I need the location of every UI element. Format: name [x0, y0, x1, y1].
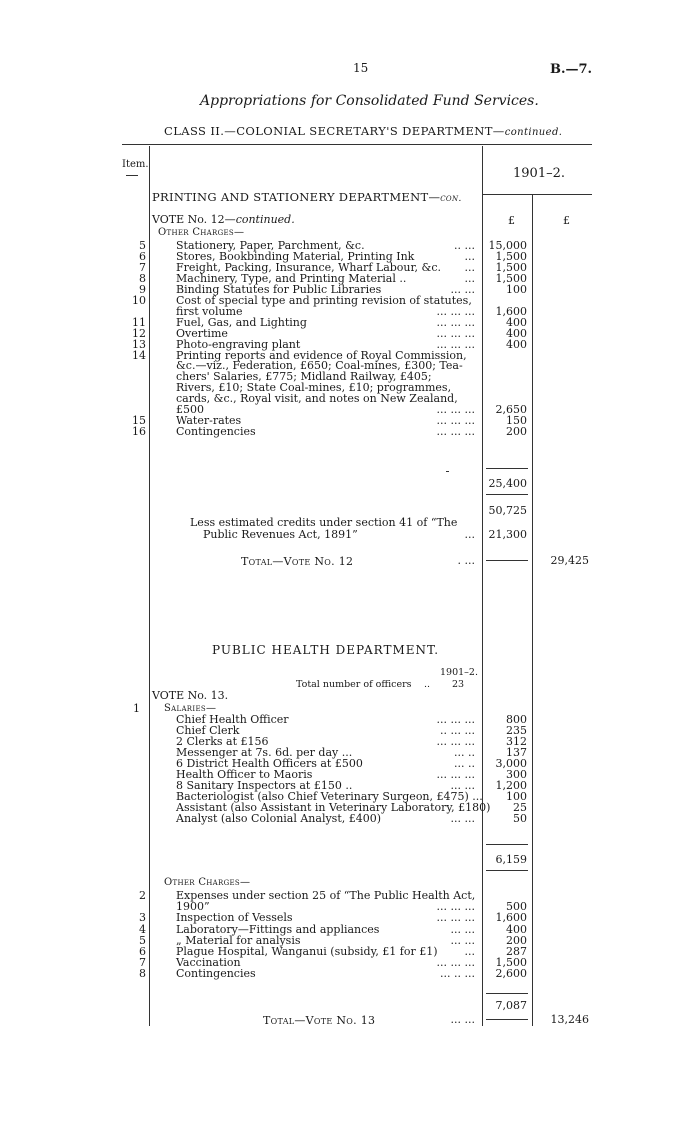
item-number: 7: [139, 956, 146, 970]
item-number: 5: [139, 933, 146, 947]
item-description: 8 Sanitary Inspectors at £150 ..: [176, 778, 353, 792]
leader-dots: ... ... ...: [436, 403, 475, 417]
item-amount: 15,000: [488, 239, 527, 252]
item-description: Analyst (also Colonial Analyst, £400): [176, 811, 382, 825]
leader-dots: ... ...: [450, 811, 475, 825]
leader-dots: ... ...: [450, 778, 475, 792]
leader-dots: ...: [464, 271, 475, 285]
item-number: 15: [132, 414, 146, 428]
item-amount: 1,500: [495, 956, 527, 970]
item-description: Chief Clerk: [176, 723, 240, 737]
item-amount: 100: [506, 789, 527, 803]
leader-dots: ...: [464, 249, 475, 263]
class-heading-continued: continued.: [504, 127, 563, 138]
item-number: 7: [139, 260, 146, 274]
leader-dots: ...: [464, 260, 475, 274]
item-description: Expenses under section 25 of “The Public Health Act,: [176, 889, 476, 902]
item-amount: 2,600: [495, 967, 527, 981]
officers-count: 23: [452, 679, 465, 690]
leader-dots: ...: [464, 945, 475, 958]
item-description: Assistant (also Assistant in Veterinary Laboratory, £180): [176, 800, 491, 814]
item-description: Cost of special type and printing revision of statutes,: [176, 293, 472, 307]
vote-12-total-amount: 29,425: [550, 554, 589, 567]
leader-dots: ... ... ...: [436, 734, 475, 748]
vote-13-total-rule: [486, 1019, 528, 1020]
item-description: 1900”: [176, 900, 210, 914]
leader-dots: ... ... ...: [436, 956, 475, 970]
vote-13-heading: VOTE No. 13.: [152, 689, 229, 702]
printing-subtotal: 25,400: [488, 477, 527, 490]
leader-dots: ... ... ...: [436, 767, 475, 781]
item-description: chers' Salaries, £775; Midland Railway, £405;: [176, 370, 432, 384]
less-credits-dots: ...: [464, 528, 475, 541]
vote-12-total-rule: [486, 560, 528, 561]
item-description: Stores, Bookbinding Material, Printing Ink: [176, 249, 415, 263]
health-other-charges-heading: Other Charges—: [164, 877, 251, 888]
item-description: Fuel, Gas, and Lighting: [176, 315, 307, 329]
item-amount: 400: [506, 337, 527, 351]
pound-sign-col2: £: [563, 214, 570, 227]
item-number: 6: [139, 249, 146, 263]
item-description: Bacteriologist (also Chief Veterinary Surgeon, £475) ...: [176, 789, 483, 803]
officers-dots: ..: [424, 679, 431, 690]
pound-sign-col1: £: [508, 214, 515, 227]
year-column-header: 1901–2.: [513, 166, 565, 181]
item-amount: 3,000: [495, 756, 527, 770]
document-reference: B.—7.: [550, 62, 593, 77]
item-description: Binding Statutes for Public Libraries: [176, 282, 382, 296]
item-amount: 50: [513, 811, 527, 825]
item-description: Machinery, Type, and Printing Material ..: [176, 271, 407, 285]
vote-13-total-dots: ... ...: [450, 1013, 475, 1026]
item-column-divider: [149, 146, 150, 1026]
item-number: 16: [132, 425, 146, 439]
item-amount: 400: [506, 326, 527, 340]
item-description: cards, &c., Royal visit, and notes on New Zealand,: [176, 392, 458, 406]
class-heading-text: CLASS II.—COLONIAL SECRETARY'S DEPARTMENT—: [164, 124, 505, 138]
leader-dots: ... ..: [454, 745, 475, 759]
leader-dots: ... ...: [450, 282, 475, 296]
amount-column-right-rule: [532, 195, 533, 1026]
item-description: Rivers, £10; State Coal-mines, £10; programmes,: [176, 381, 452, 395]
item-description: Plague Hospital, Wanganui (subsidy, £1 for £1): [176, 945, 438, 958]
less-credits-amount: 21,300: [488, 528, 527, 541]
less-credits-line2: Public Revenues Act, 1891”: [203, 528, 358, 541]
health-department-heading: PUBLIC HEALTH DEPARTMENT.: [212, 643, 440, 657]
item-amount: 2,650: [495, 403, 527, 417]
header-rule: [122, 144, 592, 145]
leader-dots: ... ... ...: [436, 326, 475, 340]
leader-dots: ... ... ...: [436, 337, 475, 351]
printing-department-continued: con.: [440, 193, 462, 204]
salaries-total-underline: [486, 870, 528, 871]
item-description: 6 District Health Officers at £500: [176, 756, 363, 770]
item-description: Laboratory—Fittings and appliances: [176, 922, 380, 936]
leader-dots: .. ...: [454, 239, 475, 252]
less-credits-line1: Less estimated credits under section 41 of “The: [190, 516, 458, 529]
item-amount: 800: [506, 713, 527, 726]
item-description: Contingencies: [176, 425, 256, 439]
item-number: 4: [139, 922, 146, 936]
salaries-item-number: 1: [133, 702, 140, 715]
leader-dots: ... ... ...: [436, 304, 475, 318]
vote-12-heading: [152, 214, 295, 225]
item-description: Health Officer to Maoris: [176, 767, 313, 781]
item-description: Freight, Packing, Insurance, Wharf Labour, &c.: [176, 260, 441, 274]
item-header-rule: [126, 175, 138, 176]
item-number: 8: [139, 967, 146, 981]
item-number: 10: [132, 293, 146, 307]
item-description: Vaccination: [176, 956, 241, 970]
leader-dots: ... ... ...: [436, 315, 475, 329]
item-description: Photo-engraving plant: [176, 337, 301, 351]
item-amount: 235: [506, 723, 527, 737]
item-amount: 1,500: [495, 271, 527, 285]
item-description: Messenger at 7s. 6d. per day ...: [176, 745, 353, 759]
officers-label: Total number of officers: [296, 679, 412, 690]
leader-dots: ... ... ...: [436, 414, 475, 428]
item-amount: 300: [506, 767, 527, 781]
salaries-total: 6,159: [495, 853, 527, 866]
leader-dots: ... ... ...: [436, 911, 475, 925]
salaries-total-rule: [486, 844, 528, 845]
item-amount: 150: [506, 414, 527, 428]
leader-dots: ... ...: [450, 922, 475, 936]
salaries-heading: Salaries—: [164, 703, 217, 714]
leader-dots: .. ... ...: [440, 723, 475, 737]
item-description: Contingencies: [176, 967, 256, 981]
item-amount: 500: [506, 900, 527, 914]
other-charges-total: 7,087: [495, 999, 527, 1012]
class-heading: [164, 124, 562, 138]
item-number: 14: [132, 348, 146, 362]
item-number: 13: [132, 337, 146, 351]
item-description: „ Material for analysis: [176, 933, 301, 947]
item-amount: 400: [506, 315, 527, 329]
printing-other-charges-heading: Other Charges—: [158, 227, 245, 238]
printing-department-heading: [152, 190, 462, 204]
item-description: Stationery, Paper, Parchment, &c.: [176, 239, 365, 252]
item-description: £500: [176, 403, 204, 417]
item-amount: 1,500: [495, 249, 527, 263]
item-amount: 312: [506, 734, 527, 748]
printing-department-name: PRINTING AND STATIONERY DEPARTMENT—: [152, 190, 441, 204]
item-amount: 1,500: [495, 260, 527, 274]
item-column-header: Item.: [122, 159, 149, 170]
item-amount: 1,600: [495, 911, 527, 925]
item-description: &c.—viz., Federation, £650; Coal-mines, £300; Tea-: [176, 359, 463, 373]
printing-gross: 50,725: [488, 504, 527, 517]
item-number: 5: [139, 239, 146, 252]
leader-dots: ... ... ...: [436, 900, 475, 914]
item-description: Chief Health Officer: [176, 713, 289, 726]
item-number: 8: [139, 271, 146, 285]
item-amount: 287: [506, 945, 527, 958]
printing-gross-rule: [486, 494, 528, 495]
item-amount: 1,200: [495, 778, 527, 792]
vote-13-total-amount: 13,246: [550, 1013, 589, 1026]
item-description: Printing reports and evidence of Royal Commission,: [176, 348, 467, 362]
item-description: 2 Clerks at £156: [176, 734, 269, 748]
leader-dots: ... ... ...: [436, 425, 475, 439]
vote-12-continued: continued.: [235, 213, 295, 226]
item-number: 3: [139, 911, 146, 925]
officers-year-label: 1901–2.: [440, 667, 478, 678]
leader-dots: ... ... ...: [436, 713, 475, 726]
item-number: 6: [139, 945, 146, 958]
item-description: first volume: [176, 304, 243, 318]
other-charges-total-rule: [486, 993, 528, 994]
item-amount: 200: [506, 933, 527, 947]
item-description: Inspection of Vessels: [176, 911, 293, 925]
vote-13-total-label: Total—Vote No. 13: [263, 1014, 376, 1027]
leader-dots: ... ..: [454, 756, 475, 770]
item-amount: 400: [506, 922, 527, 936]
vote-12-total-dots: . ...: [457, 554, 475, 567]
page-title: Appropriations for Consolidated Fund Services.: [200, 93, 539, 109]
leader-dots: ... ...: [450, 933, 475, 947]
leader-dots: ... .. ...: [440, 967, 475, 981]
item-number: 11: [132, 315, 146, 329]
item-amount: 137: [506, 745, 527, 759]
item-amount: 1,600: [495, 304, 527, 318]
vote-12-label: VOTE No. 12—: [152, 213, 236, 226]
vote-12-total-label: Total—Vote No. 12: [241, 555, 354, 568]
printing-subtotal-rule: [486, 468, 528, 469]
item-amount: 25: [513, 800, 527, 814]
item-number: 12: [132, 326, 146, 340]
page-number: 15: [353, 61, 369, 75]
item-number: 9: [139, 282, 146, 296]
item-amount: 200: [506, 425, 527, 439]
item-description: Overtime: [176, 326, 228, 340]
item-number: 2: [139, 889, 146, 902]
item-description: Water-rates: [176, 414, 242, 428]
printing-mark: [446, 471, 449, 472]
item-amount: 100: [506, 282, 527, 296]
year-header-rule: [482, 194, 592, 195]
